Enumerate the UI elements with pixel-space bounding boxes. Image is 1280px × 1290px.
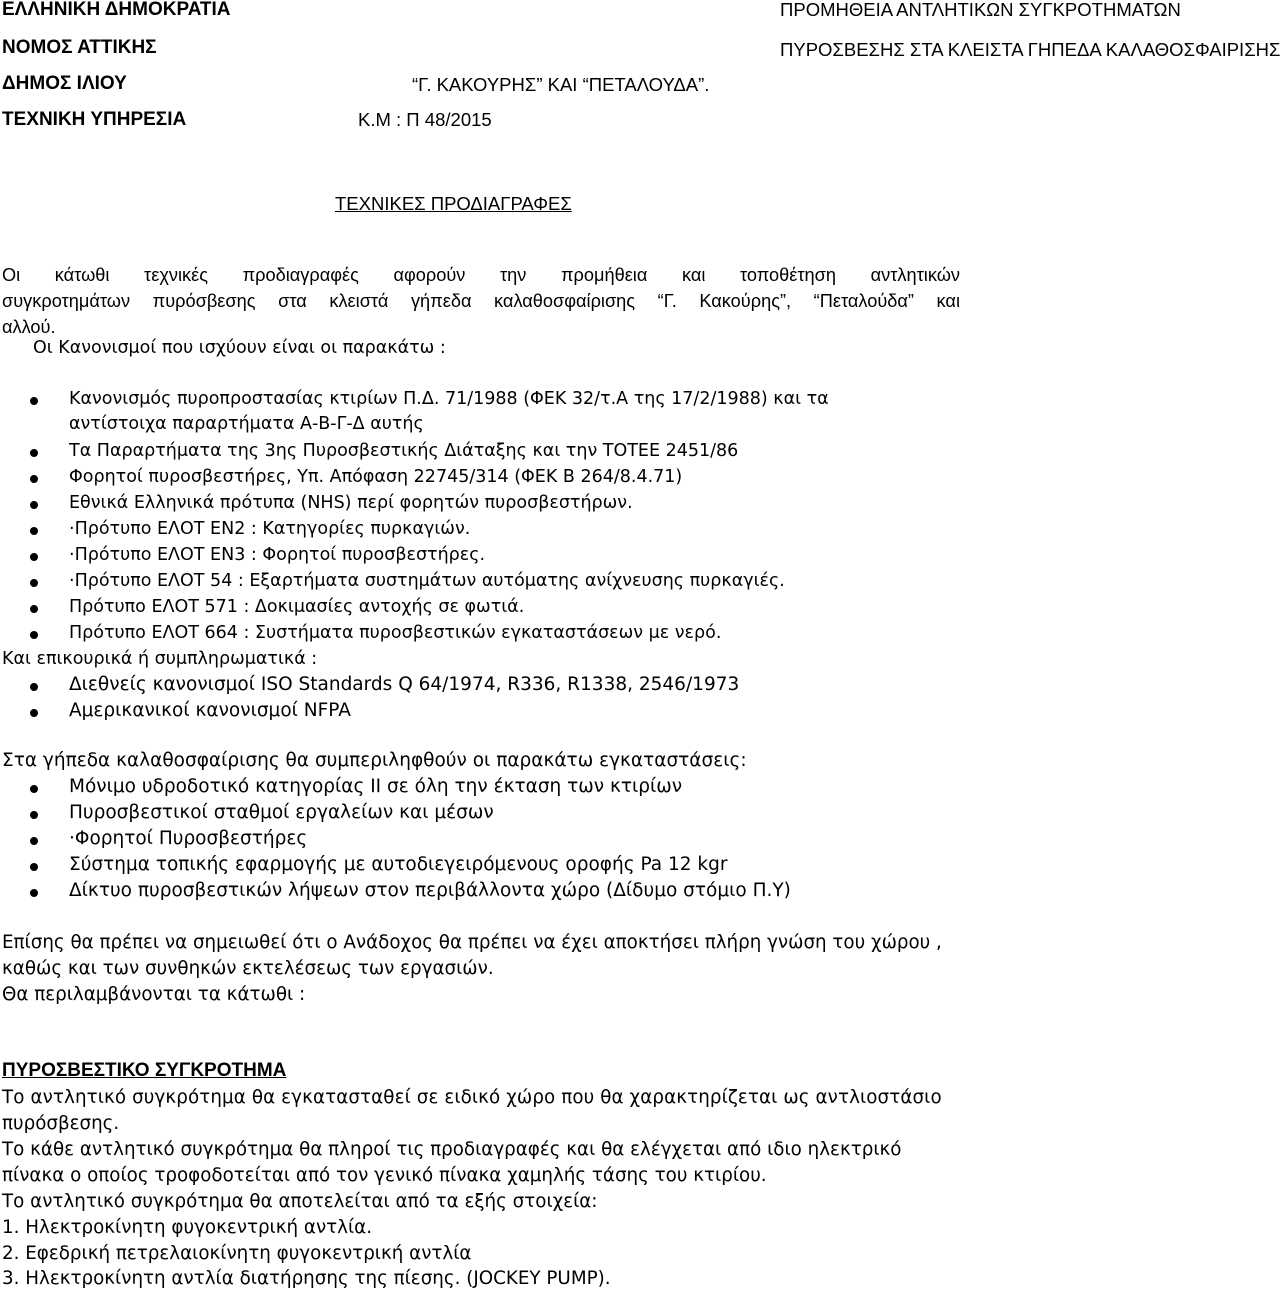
regulation-item: Εθνικά Ελληνικά πρότυπα (NHS) περί φορητών πυροσβεστήρων. [69, 493, 633, 513]
regulation-item: Φορητοί πυροσβεστήρες, Υπ. Απόφαση 22745/314 (ΦΕΚ Β 264/8.4.71) [69, 467, 683, 487]
section-line: πυρόσβεσης. [2, 1113, 120, 1134]
notice-line: Θα περιλαμβάνονται τα κάτωθι : [2, 984, 306, 1005]
section-line: πίνακα ο οποίος τροφοδοτείται από τον γενικό πίνακα χαμηλής τάσης του κτιρίου. [2, 1165, 767, 1186]
bullet-icon [30, 605, 38, 613]
section-title: ΠΥΡΟΣΒΕΣΤΙΚΟ ΣΥΓΚΡΟΤΗΜΑ [2, 1060, 287, 1081]
supplementary-item: Αμερικανικοί κανονισμοί NFPA [69, 700, 351, 721]
project-line: ΠΡΟΜΗΘΕΙΑ ΑΝΤΛΗΤΙΚΩΝ ΣΥΓΚΡΟΤΗΜΑΤΩΝ [780, 0, 1181, 20]
installation-item: Δίκτυο πυροσβεστικών λήψεων στον περιβάλλοντα χώρο (Δίδυμο στόμιο Π.Υ) [69, 880, 791, 901]
regulation-item: Κανονισμός πυροπροστασίας κτιρίων Π.Δ. 71/1988 (ΦΕΚ 32/τ.Α της 17/2/1988) και τα [69, 389, 829, 409]
bullet-icon [30, 785, 38, 793]
supplementary-item: Διεθνείς κανονισμοί ISO Standards Q 64/1974, R336, R1338, 2546/1973 [69, 674, 740, 695]
bullet-icon [30, 631, 38, 639]
bullet-icon [30, 889, 38, 897]
installation-item: Πυροσβεστικοί σταθμοί εργαλείων και μέσων [69, 802, 494, 823]
component-item: 3. Ηλεκτροκίνητη αντλία διατήρησης της πίεσης. (JOCKEY PUMP). [2, 1268, 611, 1289]
bullet-icon [30, 501, 38, 509]
installation-item: ·Φορητοί Πυροσβεστήρες [69, 828, 308, 849]
component-item: 2. Εφεδρική πετρελαιοκίνητη φυγοκεντρική αντλία [2, 1243, 472, 1264]
regulation-item: Τα Παραρτήματα της 3ης Πυροσβεστικής Διάταξης και την ΤΟΤΕΕ 2451/86 [69, 441, 739, 461]
installations-heading: Στα γήπεδα καλαθοσφαίρισης θα συμπεριληφθούν οι παρακάτω εγκαταστάσεις: [2, 750, 747, 771]
bullet-icon [30, 709, 38, 717]
regulation-item: Πρότυπο ΕΛΟΤ 664 : Συστήματα πυροσβεστικών εγκαταστάσεων με νερό. [69, 623, 722, 643]
issuer-line: ΝΟΜΟΣ ΑΤΤΙΚΗΣ [2, 37, 157, 58]
regulation-item: Πρότυπο ΕΛΟΤ 571 : Δοκιμασίες αντοχής σε φωτιά. [69, 597, 525, 617]
installation-item: Μόνιμο υδροδοτικό κατηγορίας ΙΙ σε όλη την έκταση των κτιρίων [69, 776, 683, 797]
section-line: Το κάθε αντλητικό συγκρότημα θα πληροί τις προδιαγραφές και θα ελέγχεται από ιδιο ηλεκτρικό [2, 1139, 902, 1160]
issuer-line: ΕΛΛΗΝΙΚΗ ΔΗΜΟΚΡΑΤΙΑ [2, 0, 231, 20]
regulation-item: ·Πρότυπο ΕΛΟΤ 54 : Εξαρτήματα συστημάτων αυτόματης ανίχνευσης πυρκαγιές. [69, 571, 785, 591]
project-line: “Γ. ΚΑΚΟΥΡΗΣ” ΚΑΙ “ΠΕΤΑΛΟΥΔΑ”. [412, 74, 710, 95]
issuer-line: ΔΗΜΟΣ ΙΛΙΟΥ [2, 73, 127, 94]
bullet-icon [30, 553, 38, 561]
issuer-line: ΤΕΧΝΙΚΗ ΥΠΗΡΕΣΙΑ [2, 109, 187, 130]
project-line: ΠΥΡΟΣΒΕΣΗΣ ΣΤΑ ΚΛΕΙΣΤΑ ΓΗΠΕΔΑ ΚΑΛΑΘΟΣΦΑΙΡΙΣΗΣ [780, 39, 1280, 60]
notice-line: καθώς και των συνθηκών εκτελέσεως των εργασιών. [2, 958, 494, 979]
intro-line: συγκροτημάτων πυρόσβεσης στα κλειστά γήπεδα καλαθοσφαίρισης “Γ. Κακούρης”, “Πεταλούδα” και [2, 291, 960, 311]
regulations-heading: Οι Κανονισμοί που ισχύουν είναι οι παρακάτω : [33, 338, 446, 358]
bullet-icon [30, 863, 38, 871]
bullet-icon [30, 449, 38, 457]
issuer-block [2, 0, 230, 147]
bullet-icon [30, 397, 38, 405]
bullet-icon [30, 579, 38, 587]
intro-line: Οι κάτωθι τεχνικές προδιαγραφές αφορούν την προμήθεια και τοποθέτηση αντλητικών [2, 265, 960, 285]
bullet-icon [30, 683, 38, 691]
supplementary-heading: Και επικουρικά ή συμπληρωματικά : [2, 649, 318, 669]
intro-line: αλλού. [2, 317, 56, 337]
bullet-icon [30, 475, 38, 483]
document-title: ΤΕΧΝΙΚΕΣ ΠΡΟΔΙΑΓΡΑΦΕΣ [335, 193, 572, 214]
regulation-item: ·Πρότυπο ΕΛΟΤ ΕΝ2 : Κατηγορίες πυρκαγιών. [69, 519, 471, 539]
bullet-icon [30, 527, 38, 535]
section-line: Το αντλητικό συγκρότημα θα αποτελείται από τα εξής στοιχεία: [2, 1191, 598, 1212]
regulation-item: ·Πρότυπο ΕΛΟΤ ΕΝ3 : Φορητοί πυροσβεστήρες. [69, 545, 486, 565]
regulation-item-continued: αντίστοιχα παραρτήματα Α-Β-Γ-Δ αυτής [69, 414, 424, 434]
project-code: Κ.Μ : Π 48/2015 [358, 109, 492, 130]
component-item: 1. Ηλεκτροκίνητη φυγοκεντρική αντλία. [2, 1217, 373, 1238]
notice-line: Επίσης θα πρέπει να σημειωθεί ότι ο Ανάδοχος θα πρέπει να έχει αποκτήσει πλήρη γνώση του χώρου , [2, 932, 942, 953]
intro-paragraph [2, 262, 960, 340]
installation-item: Σύστημα τοπικής εφαρμογής με αυτοδιεγειρόμενους οροφής Pa 12 kgr [69, 854, 728, 875]
bullet-icon [30, 811, 38, 819]
bullet-icon [30, 837, 38, 845]
section-line: Το αντλητικό συγκρότημα θα εγκατασταθεί σε ειδικό χώρο που θα χαρακτηρίζεται ως αντλιοστάσιο [2, 1087, 942, 1108]
